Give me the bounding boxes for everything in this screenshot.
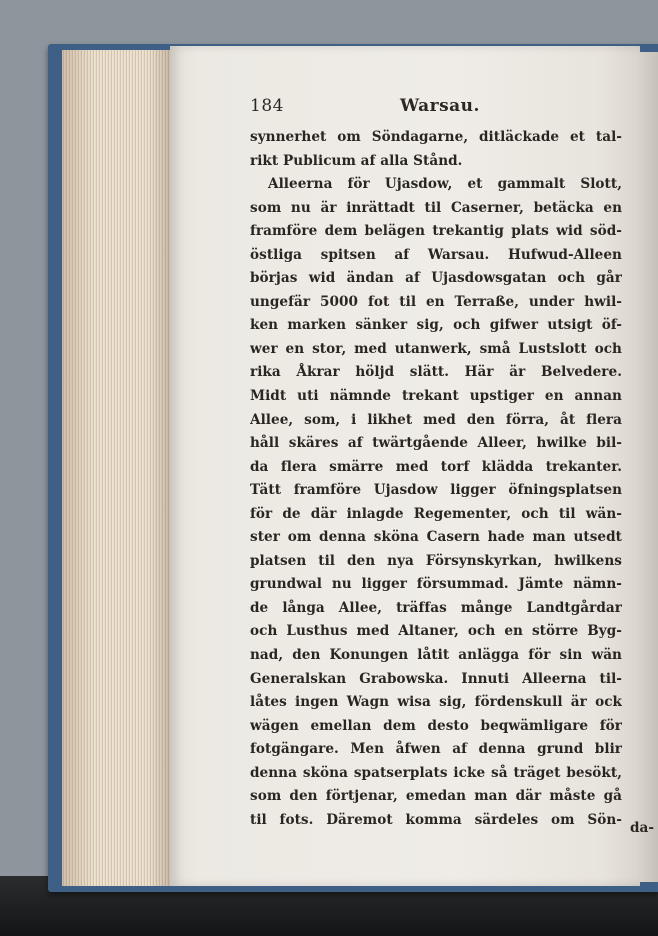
text-line: som den förtjenar, emedan man där måste gå [250, 788, 622, 805]
text-line: framföre dem belägen trekantig plats wid söd- [250, 223, 622, 240]
text-line: ungefär 5000 fot til en Terraße, under hwil- [250, 293, 622, 310]
text-line: nad, den Konungen låtit anlägga för sin wän [250, 647, 622, 664]
text-line: och Lusthus med Altaner, och en större Byg- [250, 623, 622, 640]
text-line: som nu är inrättadt til Caserner, betäcka en [250, 199, 622, 216]
page-number: 184 [250, 96, 284, 116]
text-line: wägen emellan dem desto beqwämligare för [250, 717, 622, 734]
text-line: rikt Publicum af alla Stånd. [250, 152, 463, 169]
page-edges-shade [62, 50, 170, 886]
next-leaf-edge [640, 52, 658, 882]
page-header [250, 96, 630, 122]
text-line: wer en stor, med utanwerk, små Lustslott och [250, 340, 622, 357]
running-head: Warsau. [400, 96, 480, 116]
text-line: börjas wid ändan af Ujasdowsgatan och går [250, 270, 622, 287]
text-line: Allee, som, i likhet med den förra, åt flera [250, 411, 622, 428]
body-text [250, 126, 654, 836]
text-line: ster om denna sköna Casern hade man utsedt [250, 529, 622, 546]
text-line: rika Åkrar höljd slätt. Här är Belvedere. [250, 364, 622, 381]
book-page [170, 46, 654, 886]
text-line: Generalskan Grabowska. Innuti Alleerna til- [250, 670, 622, 687]
text-line: til fots. Däremot komma särdeles om Sön- [250, 811, 622, 828]
text-line: östliga spitsen af Warsau. Hufwud-Alleen [250, 246, 622, 263]
text-line: Alleerna för Ujasdow, et gammalt Slott, [268, 176, 622, 193]
text-line: för de där inlagde Regementer, och til wän- [250, 505, 622, 522]
text-line: platsen til den nya Försynskyrkan, hwilkens [250, 552, 622, 569]
text-line: Midt uti nämnde trekant upstiger en annan [250, 388, 622, 405]
text-line: da flera smärre med torf klädda trekanter. [250, 458, 622, 475]
text-line: fotgängare. Men åfwen af denna grund blir [250, 741, 622, 758]
text-line: håll skäres af twärtgående Alleer, hwilke bil- [250, 435, 622, 452]
text-line: grundwal nu ligger försummad. Jämte nämn- [250, 576, 622, 593]
text-line: denna sköna spatserplats icke så träget besökt, [250, 764, 622, 781]
text-line: låtes ingen Wagn wisa sig, fördenskull är ock [250, 694, 622, 711]
text-line: ken marken sänker sig, och gifwer utsigt öf- [250, 317, 622, 334]
text-line: de långa Allee, träffas månge Landtgårdar [250, 599, 622, 616]
text-line: synnerhet om Söndagarne, ditläckade et tal- [250, 129, 622, 145]
catchword: da- [630, 820, 654, 836]
text-line: Tätt framföre Ujasdow ligger öfningsplatsen [250, 482, 622, 499]
